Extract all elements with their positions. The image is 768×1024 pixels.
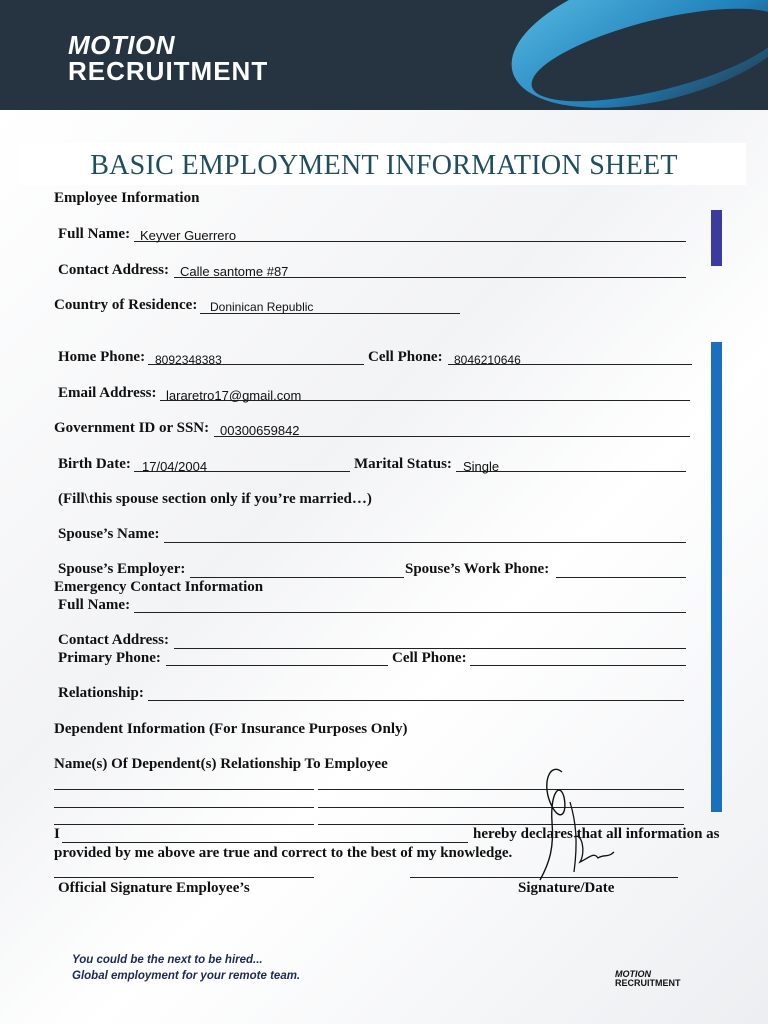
email-value: lararetro17@gmail.com: [166, 388, 302, 403]
declaration-prefix: I: [54, 826, 60, 842]
dependent-name-line-1[interactable]: [54, 789, 314, 790]
dependent-relationship-line-1[interactable]: [318, 789, 684, 790]
birth-date-value: 17/04/2004: [142, 459, 208, 474]
country-value: Doninican Republic: [210, 300, 314, 314]
logo-line-2: RECRUITMENT: [68, 56, 269, 86]
dependent-section-label: Dependent Information (For Insurance Purposes Only): [54, 721, 408, 737]
spouse-name-label: Spouse’s Name:: [58, 526, 160, 542]
accent-bar-side: [711, 342, 722, 812]
accent-bar-top: [711, 210, 722, 266]
spouse-note: (Fill\this spouse section only if you’re married…): [58, 491, 372, 507]
page-title: BASIC EMPLOYMENT INFORMATION SHEET: [90, 150, 678, 181]
handwritten-signature: [520, 762, 620, 892]
home-phone-value: 8092348383: [155, 353, 222, 367]
full-name-value: Keyver Guerrero: [140, 228, 237, 243]
declaration-line-2: provided by me above are true and correct to the best of my knowledge.: [54, 845, 513, 861]
full-name-label: Full Name:: [58, 226, 131, 242]
emergency-cell-phone-label: Cell Phone:: [392, 650, 467, 666]
employee-section-label: Employee Information: [54, 190, 200, 206]
contact-address-value: Calle santome #87: [180, 264, 289, 279]
spouse-name-line[interactable]: [164, 542, 686, 543]
emergency-contact-address-line[interactable]: [174, 648, 686, 649]
spouse-work-phone-line[interactable]: [556, 577, 686, 578]
header-banner: [0, 0, 768, 110]
relationship-line[interactable]: [148, 700, 684, 701]
footer-logo-line-1: MOTION: [615, 969, 651, 979]
employee-signature-line[interactable]: [54, 877, 314, 878]
footer-tagline-2: Global employment for your remote team.: [72, 970, 301, 982]
primary-phone-label: Primary Phone:: [58, 650, 161, 666]
company-logo: [68, 32, 268, 84]
dependent-relationship-line-3[interactable]: [318, 824, 684, 825]
spouse-employer-label: Spouse’s Employer:: [58, 561, 186, 577]
relationship-label: Relationship:: [58, 685, 144, 701]
cell-phone-value: 8046210646: [454, 353, 521, 367]
emergency-cell-phone-line[interactable]: [470, 665, 686, 666]
contact-address-label: Contact Address:: [58, 262, 169, 278]
birth-date-label: Birth Date:: [58, 456, 131, 472]
primary-phone-line[interactable]: [166, 665, 388, 666]
footer-tagline-1: You could be the next to be hired...: [72, 954, 263, 966]
home-phone-label: Home Phone:: [58, 349, 146, 365]
dependent-name-line-2[interactable]: [54, 807, 314, 808]
footer-tagline: [72, 952, 300, 984]
footer-logo: [615, 970, 681, 988]
emergency-section-label: Emergency Contact Information: [54, 579, 264, 595]
logo-line-1: MOTION: [68, 30, 175, 60]
footer-logo-line-2: RECRUITMENT: [615, 978, 681, 988]
cell-phone-label: Cell Phone:: [368, 349, 443, 365]
spouse-work-phone-label: Spouse’s Work Phone:: [405, 561, 550, 577]
dependent-relationship-line-2[interactable]: [318, 807, 684, 808]
marital-status-label: Marital Status:: [354, 456, 452, 472]
email-label: Email Address:: [58, 385, 157, 401]
employee-signature-label: Official Signature Employee’s: [58, 880, 250, 896]
gov-id-label: Government ID or SSN:: [54, 420, 210, 436]
spouse-employer-line[interactable]: [190, 577, 404, 578]
declaration-name-line[interactable]: [62, 842, 468, 843]
declaration-suffix: hereby declares that all information as: [473, 826, 720, 842]
emergency-full-name-line[interactable]: [134, 612, 686, 613]
marital-status-value: Single: [463, 459, 500, 474]
signature-date-label: Signature/Date: [518, 880, 615, 896]
dependent-name-line-3[interactable]: [54, 824, 314, 825]
emergency-contact-address-label: Contact Address:: [58, 632, 169, 648]
emergency-full-name-label: Full Name:: [58, 597, 131, 613]
gov-id-value: 00300659842: [220, 423, 300, 438]
dependent-columns-label: Name(s) Of Dependent(s) Relationship To Employee: [54, 756, 388, 772]
country-label: Country of Residence:: [54, 297, 198, 313]
